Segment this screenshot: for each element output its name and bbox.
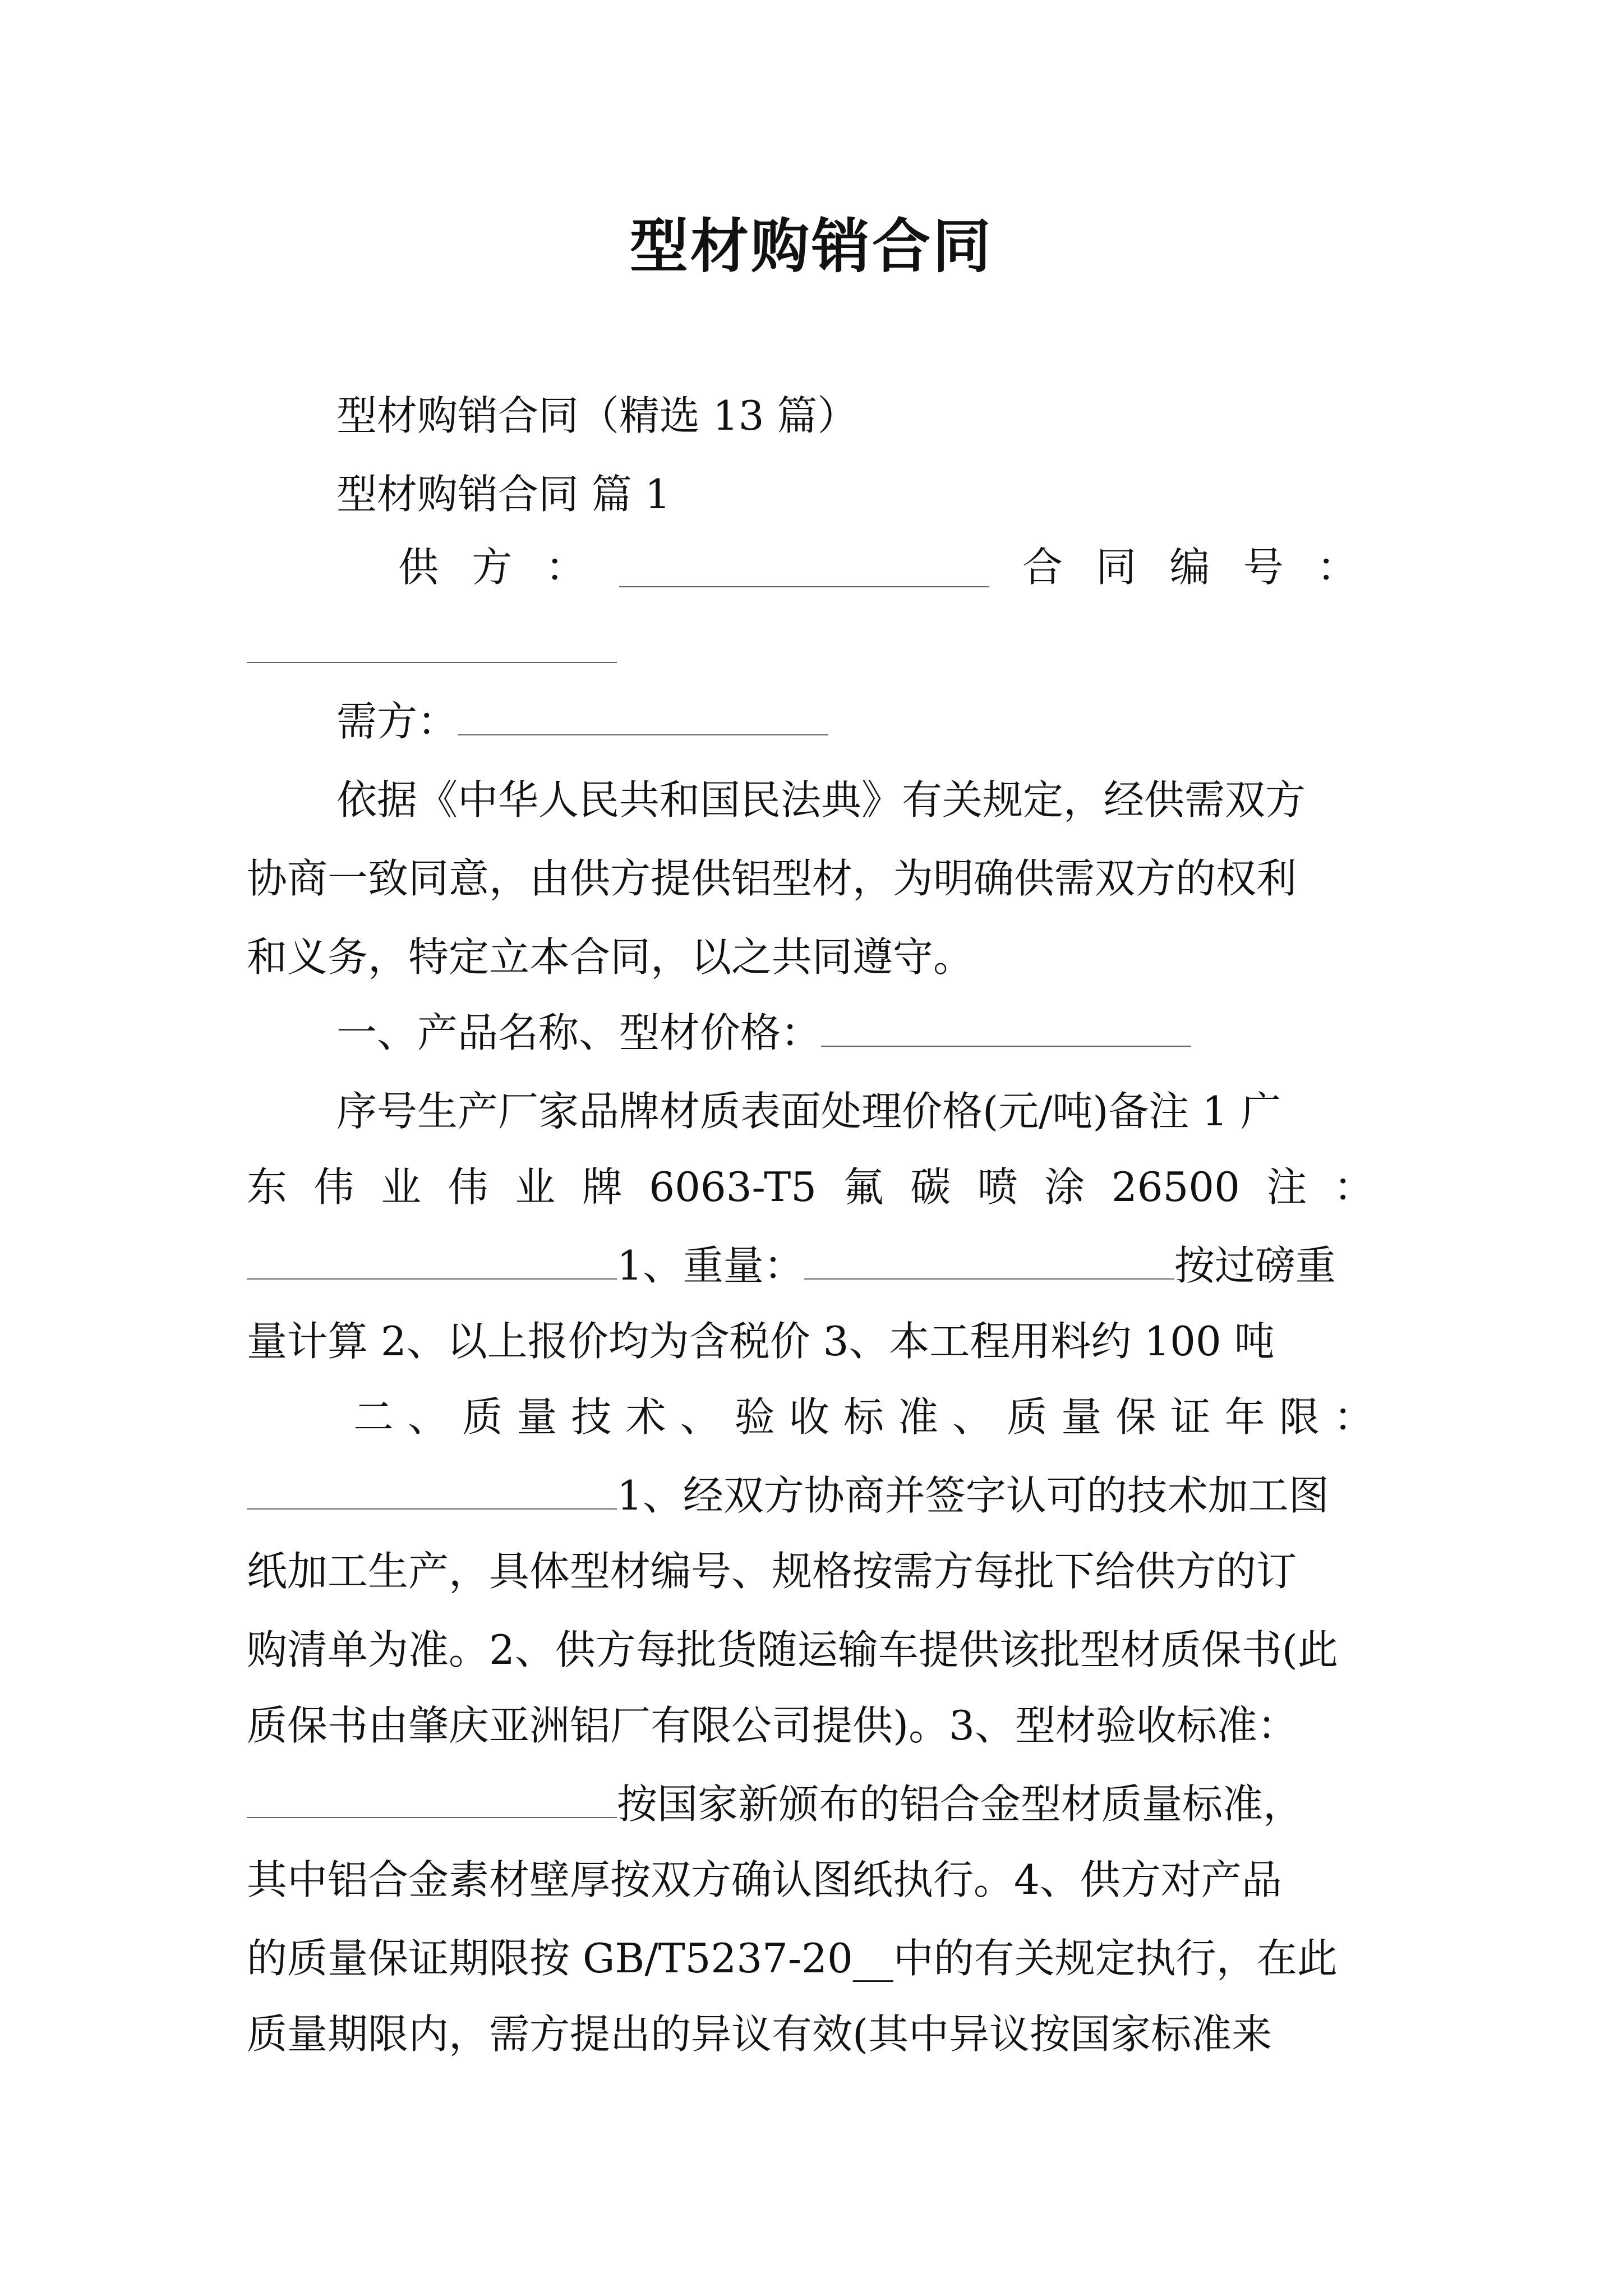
- para1-line: 和义务，特定立本合同，以之共同遵守。: [247, 933, 974, 981]
- item2-line: [247, 1780, 1304, 1828]
- item2-char: 验: [734, 1393, 775, 1441]
- item2-line: 纸加工生产，具体型材编号、规格按需方每批下给供方的订: [247, 1548, 1297, 1595]
- item2-char: 、: [952, 1393, 993, 1441]
- item2-char: 年: [1224, 1393, 1265, 1441]
- item2-text: 1、经双方协商并签字认可的技术加工图: [617, 1472, 1329, 1519]
- item2-char: 二: [353, 1393, 394, 1441]
- table-word: 牌: [582, 1163, 623, 1211]
- contract-no-char: 同: [1096, 544, 1137, 591]
- item1-row: [336, 1009, 1191, 1056]
- item2-text: 按国家新颁布的铝合金型材质量标准，: [617, 1780, 1304, 1828]
- item2-char: 标: [843, 1393, 884, 1441]
- item2-heading: [353, 1393, 1374, 1441]
- item1-blank: [821, 1042, 1191, 1047]
- table-word: 26500: [1111, 1163, 1240, 1211]
- item2-line: 质量期限内，需方提出的异议有效(其中异议按国家标准来: [247, 2010, 1272, 2058]
- table-word: 业: [381, 1163, 422, 1211]
- table-word: 涂: [1044, 1163, 1085, 1211]
- table-word: 碳: [910, 1163, 951, 1211]
- supplier-char: ：: [545, 544, 586, 591]
- item2-char: 保: [1115, 1393, 1156, 1441]
- supplier-row: [398, 544, 1357, 591]
- section-heading: 型材购销合同 篇 1: [336, 471, 671, 518]
- table-word: 业: [515, 1163, 556, 1211]
- table-word: 喷: [977, 1163, 1018, 1211]
- acceptance-blank: [247, 1814, 617, 1818]
- buyer-label: 需方：: [336, 698, 458, 745]
- weight-blank: [804, 1275, 1174, 1280]
- item2-char: 证: [1170, 1393, 1211, 1441]
- table-word: 氟: [843, 1163, 884, 1211]
- note-blank: [247, 1275, 617, 1280]
- document-subtitle: 型材购销合同（精选 13 篇）: [336, 392, 858, 439]
- item2-char: 技: [571, 1393, 612, 1441]
- table-line-justified: [247, 1163, 1374, 1211]
- item2-char: 限: [1279, 1393, 1320, 1441]
- item2-char: ：: [1333, 1393, 1374, 1441]
- contract-no-char: ：: [1316, 544, 1357, 591]
- table-line: 量计算 2、以上报价均为含税价 3、本工程用料约 100 吨: [247, 1318, 1275, 1365]
- table-word: 东: [247, 1163, 288, 1211]
- document-title: 型材购销合同: [629, 211, 993, 280]
- item2-char: 准: [898, 1393, 939, 1441]
- item2-char: 、: [408, 1393, 449, 1441]
- item2-line: 其中铝合金素材壁厚按双方确认图纸执行。4、供方对产品: [247, 1856, 1282, 1903]
- item2-line: 质保书由肇庆亚洲铝厂有限公司提供)。3、型材验收标准：: [247, 1702, 1298, 1749]
- contract-no-char: 编: [1169, 544, 1210, 591]
- table-line: 序号生产厂家品牌材质表面处理价格(元/吨)备注 1 广: [336, 1088, 1281, 1135]
- item2-line: 购清单为准。2、供方每批货随运输车提供该批型材质保书(此: [247, 1626, 1338, 1673]
- item2-char: 量: [517, 1393, 557, 1441]
- buyer-blank: [458, 731, 828, 735]
- buyer-row: [336, 698, 828, 745]
- item2-char: 收: [789, 1393, 829, 1441]
- contract-no-char: 合: [1022, 544, 1063, 591]
- item2-blank: [247, 1505, 617, 1510]
- item2-line: [247, 1472, 1329, 1519]
- supplier-blank: [619, 583, 989, 587]
- table-word: 伟: [448, 1163, 488, 1211]
- supplier-char: 方: [472, 544, 513, 591]
- table-word: 6063-T5: [649, 1163, 817, 1211]
- contract-no-blank: [247, 662, 617, 663]
- item2-line: 的质量保证期限按 GB/T5237-20__中的有关规定执行，在此: [247, 1935, 1338, 1982]
- weight-label: 1、重量：: [617, 1242, 804, 1289]
- item2-char: 术: [625, 1393, 666, 1441]
- supplier-char: 供: [398, 544, 439, 591]
- table-word: 伟: [313, 1163, 354, 1211]
- table-word: ：: [1333, 1163, 1374, 1211]
- item2-char: 量: [1061, 1393, 1102, 1441]
- item2-char: 质: [462, 1393, 503, 1441]
- para1-line: 协商一致同意，由供方提供铝型材，为明确供需双方的权利: [247, 855, 1297, 902]
- table-line-weight: [247, 1242, 1336, 1289]
- para1-line: 依据《中华人民共和国民法典》有关规定，经供需双方: [336, 776, 1306, 823]
- contract-no-char: 号: [1243, 544, 1284, 591]
- weight-tail: 按过磅重: [1174, 1242, 1336, 1289]
- item2-char: 质: [1007, 1393, 1048, 1441]
- item1-label: 一、产品名称、型材价格：: [336, 1009, 822, 1056]
- item2-char: 、: [680, 1393, 721, 1441]
- table-word: 注: [1266, 1163, 1307, 1211]
